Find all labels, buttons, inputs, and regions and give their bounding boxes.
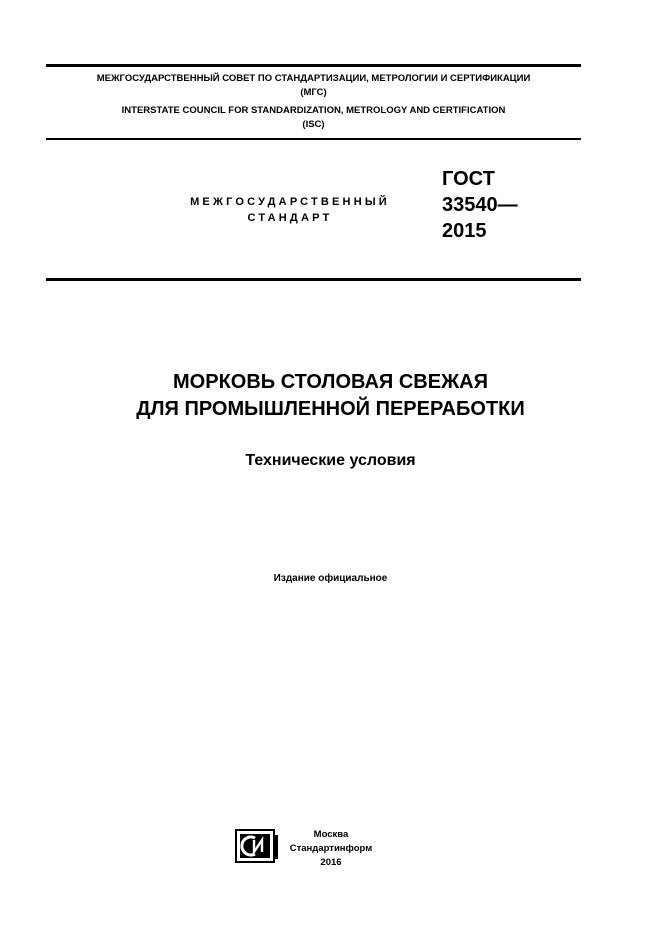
designation-divider <box>46 278 581 281</box>
gost-prefix: ГОСТ <box>442 168 495 190</box>
top-rule <box>46 64 581 67</box>
document-title-line2: ДЛЯ ПРОМЫШЛЕННОЙ ПЕРЕРАБОТКИ <box>136 398 525 420</box>
document-title-line1: МОРКОВЬ СТОЛОВАЯ СВЕЖАЯ <box>173 371 488 393</box>
council-name-en-text: INTERSTATE COUNCIL FOR STANDARDIZATION, METROLOGY AND CERTIFICATION <box>121 105 506 116</box>
header-divider <box>46 138 581 140</box>
council-abbr-ru: (МГС) <box>300 87 327 98</box>
council-abbr-en: (ISC) <box>302 119 325 130</box>
council-name-ru <box>46 72 581 100</box>
council-name-en <box>46 104 581 132</box>
standard-type-label <box>170 194 410 226</box>
publisher-city: Москва <box>313 829 349 840</box>
publisher-year: 2016 <box>320 857 342 868</box>
gost-year: 2015 <box>442 220 487 242</box>
publisher-name: Стандартинформ <box>289 843 373 854</box>
publisher-info <box>286 828 376 870</box>
standard-type-line1: МЕЖГОСУДАРСТВЕННЫЙ <box>190 196 390 208</box>
document-subtitle: Технические условия <box>245 452 416 469</box>
edition-note: Издание официальное <box>273 573 388 584</box>
document-title <box>0 369 661 423</box>
gost-designation <box>442 166 518 244</box>
council-name-ru-text: МЕЖГОСУДАРСТВЕННЫЙ СОВЕТ ПО СТАНДАРТИЗАЦИИ, МЕТРОЛОГИИ И СЕРТИФИКАЦИИ <box>96 73 531 84</box>
gost-number: 33540— <box>442 194 518 216</box>
standartinform-logo-icon <box>235 829 279 865</box>
standard-type-line2: СТАНДАРТ <box>247 212 333 224</box>
